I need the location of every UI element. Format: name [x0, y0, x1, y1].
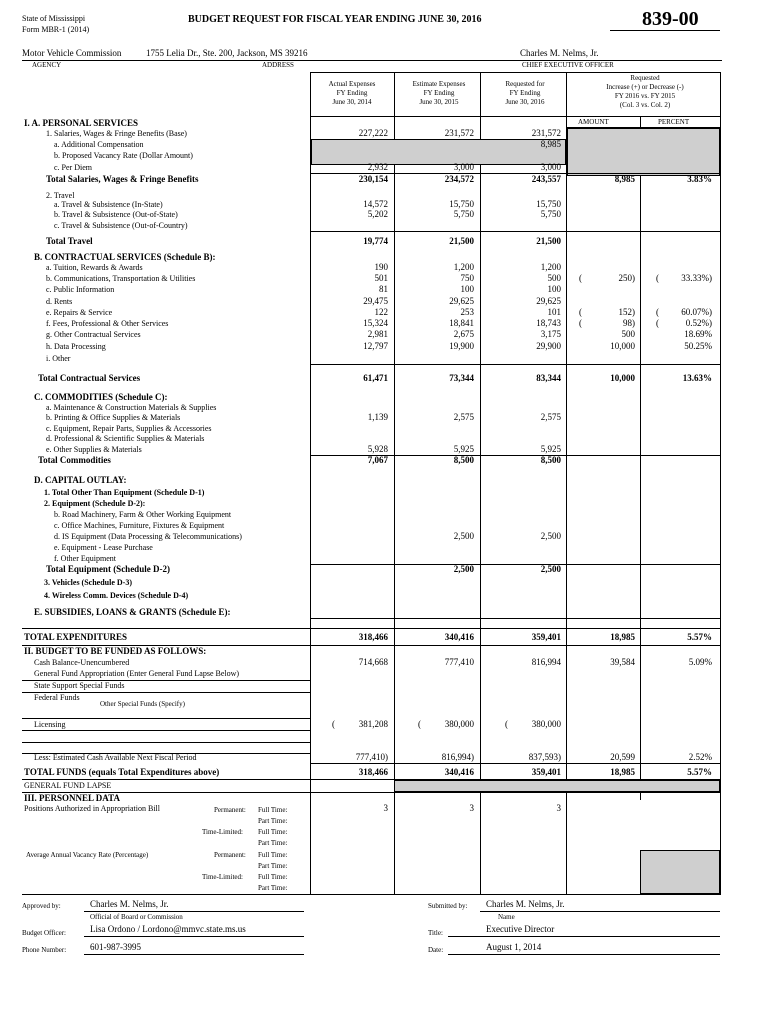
row-label: a. Travel & Subsistence (In-State): [54, 200, 163, 209]
cell-pct: 5.09%: [688, 657, 712, 667]
row-label: e. Equipment - Lease Purchase: [54, 543, 153, 552]
row-label: c. Equipment, Repair Parts, Supplies & Accessories: [46, 424, 212, 433]
cell-c1: 1,139: [367, 412, 388, 422]
row-label: Positions Authorized in Appropriation Bill: [24, 804, 160, 813]
cell-c2: 816,994): [441, 752, 474, 762]
cell-pct: 33.33%): [681, 273, 712, 283]
cell-c3: 5,925: [540, 444, 561, 454]
cell-c2: 2,575: [453, 412, 474, 422]
part-time-2: Part Time:: [258, 839, 288, 847]
cell-pct: 60.07%): [681, 307, 712, 317]
percent-header: PERCENT: [658, 118, 690, 126]
row-label: 1. Salaries, Wages & Fringe Benefits (Base): [46, 129, 187, 138]
table-row: [0, 719, 770, 730]
table-row: [0, 236, 770, 247]
table-row: [0, 498, 770, 509]
cell-c3: 101: [547, 307, 561, 317]
row-label: b. Communications, Transportation & Utilities: [46, 274, 196, 283]
full-time-1: Full Time:: [258, 806, 288, 814]
row-label: d. IS Equipment (Data Processing & Telecommunications): [54, 532, 242, 541]
cell-c3: 21,500: [536, 236, 561, 246]
cell-c3: 83,344: [536, 373, 561, 383]
table-row: [0, 373, 770, 384]
table-row: [0, 318, 770, 329]
cell-c3: 18,743: [536, 318, 561, 328]
row-label: Total Contractual Services: [38, 373, 141, 383]
state-label: State of Mississippi: [22, 14, 86, 23]
table-row: [0, 553, 770, 564]
full-time-2: Full Time:: [258, 828, 288, 836]
tl-label-1: Time-Limited:: [202, 828, 243, 836]
row-label: III. PERSONNEL DATA: [24, 793, 120, 803]
table-row: [0, 564, 770, 575]
table-row: [0, 139, 770, 150]
row-label: B. CONTRACTUAL SERVICES (Schedule B):: [34, 252, 216, 262]
vacancy-label: Average Annual Vacancy Rate (Percentage): [26, 851, 149, 859]
cell-c3: 380,000: [531, 719, 561, 729]
col3-header: Requested for FY Ending June 30, 2016: [505, 80, 545, 106]
form-code: 839-00: [642, 8, 699, 30]
other-special-label: Other Special Funds (Specify): [100, 700, 185, 708]
row-label: Total Travel: [46, 236, 93, 246]
table-row: [0, 475, 770, 486]
row-label: a. Maintenance & Construction Materials & Supplies: [46, 403, 217, 412]
cell-c1: 318,466: [358, 632, 388, 642]
row-label: b. Printing & Office Supplies & Materials: [46, 413, 181, 422]
row-label: TOTAL EXPENDITURES: [24, 632, 127, 642]
cell-amt: 250): [618, 273, 635, 283]
row-label: TOTAL FUNDS (equals Total Expenditures above): [24, 767, 220, 777]
col2-header: Estimate Expenses FY Ending June 30, 2015: [412, 80, 466, 106]
row-label: Total Salaries, Wages & Fringe Benefits: [46, 174, 199, 184]
cell-pct: 0.52%): [685, 318, 712, 328]
cell-amt: 8,985: [614, 174, 635, 184]
table-row: [0, 455, 770, 466]
cell-c2: 5,750: [453, 209, 474, 219]
cell-c1: 5,202: [367, 209, 388, 219]
cell-c1: 19,774: [363, 236, 388, 246]
cell-c3: 359,401: [531, 632, 561, 642]
cell-pct: 13.63%: [682, 373, 712, 383]
table-row: [0, 150, 770, 161]
table-row: [0, 509, 770, 520]
cell-amt: 39,584: [610, 657, 635, 667]
cell-c1: 81: [379, 284, 388, 294]
cell-c3: 100: [547, 284, 561, 294]
row-label: a. Additional Compensation: [54, 140, 144, 149]
title-value[interactable]: Executive Director: [486, 924, 555, 934]
row-label: C. COMMODITIES (Schedule C):: [34, 392, 168, 402]
perm-label-2: Permanent:: [214, 851, 246, 859]
cell-amt: 20,599: [610, 752, 635, 762]
cell-c3: 1,200: [540, 262, 561, 272]
row-label: e. Other Supplies & Materials: [46, 445, 142, 454]
cell-pct: 3.83%: [687, 174, 712, 184]
table-row: [0, 412, 770, 423]
row-label: E. SUBSIDIES, LOANS & GRANTS (Schedule E):: [34, 607, 231, 617]
date-label: Date:: [428, 946, 444, 954]
cell-pct: 50.25%: [684, 341, 712, 351]
cell-c3: 816,994: [531, 657, 561, 667]
table-row: [0, 444, 770, 455]
table-row: [0, 590, 770, 601]
cell-c2: 2,500: [453, 564, 474, 574]
cell-c2: 2,500: [453, 531, 474, 541]
cell-c3: 837,593): [528, 752, 561, 762]
page-title: BUDGET REQUEST FOR FISCAL YEAR ENDING JUNE 30, 2016: [188, 14, 482, 25]
table-row: [0, 803, 770, 814]
cell-amt: 10,000: [610, 373, 635, 383]
cell-c1: 61,471: [363, 373, 388, 383]
cell-amt: 152): [618, 307, 635, 317]
cell-c2: 340,416: [444, 767, 474, 777]
cell-c1: 2,932: [367, 162, 388, 172]
cell-c3: 243,557: [531, 174, 561, 184]
perm-label-1: Permanent:: [214, 806, 246, 814]
cell-c1: 381,208: [358, 719, 388, 729]
row-label: c. Travel & Subsistence (Out-of-Country): [54, 221, 188, 230]
table-row: [0, 353, 770, 364]
approved-name[interactable]: Charles M. Nelms, Jr.: [90, 899, 169, 909]
cell-c3: 29,625: [536, 296, 561, 306]
agency-name: Motor Vehicle Commission: [22, 48, 122, 58]
table-row: [0, 646, 770, 657]
cell-c2: 15,750: [449, 199, 474, 209]
cell-amt: 18,985: [610, 767, 635, 777]
table-row: [0, 329, 770, 340]
cell-c3: 2,575: [540, 412, 561, 422]
part-time-1: Part Time:: [258, 817, 288, 825]
cell-c2: 750: [460, 273, 474, 283]
table-row: [0, 520, 770, 531]
table-row: [0, 780, 770, 791]
table-row: [0, 487, 770, 498]
row-label: d. Professional & Scientific Supplies & Materials: [46, 434, 205, 443]
table-row: [0, 174, 770, 185]
table-row: [0, 273, 770, 284]
cell-c3: 8,985: [540, 139, 561, 149]
row-label: b. Travel & Subsistence (Out-of-State): [54, 210, 178, 219]
row-label: c. Per Diem: [54, 163, 92, 172]
row-label: a. Tuition, Rewards & Awards: [46, 263, 143, 272]
budget-officer[interactable]: Lisa Ordono / Lordono@mmvc.state.ms.us: [90, 924, 246, 934]
open-paren: (: [579, 273, 582, 283]
cell-c3: 3: [556, 803, 561, 813]
table-row: [0, 680, 770, 691]
open-paren: (: [505, 719, 508, 729]
cell-pct: 5.57%: [687, 632, 712, 642]
row-label: g. Other Contractual Services: [46, 330, 141, 339]
cell-c1: 5,928: [367, 444, 388, 454]
officer-label: CHIEF EXECUTIVE OFFICER: [522, 61, 614, 69]
table-row: [0, 220, 770, 231]
cell-c3: 231,572: [531, 128, 561, 138]
cell-c1: 2,981: [367, 329, 388, 339]
cell-c2: 234,572: [444, 174, 474, 184]
row-label: I. A. PERSONAL SERVICES: [24, 118, 138, 128]
chief-officer: Charles M. Nelms, Jr.: [520, 48, 599, 58]
row-label: c. Office Machines, Furniture, Fixtures & Equipment: [54, 521, 225, 530]
cell-c2: 5,925: [453, 444, 474, 454]
table-row: [0, 284, 770, 295]
cell-c2: 380,000: [444, 719, 474, 729]
row-label: State Support Special Funds: [34, 681, 125, 690]
form-label: Form MBR-1 (2014): [22, 25, 90, 34]
cell-c1: 15,324: [363, 318, 388, 328]
cell-c2: 29,625: [449, 296, 474, 306]
cell-c1: 714,668: [358, 657, 388, 667]
cell-c1: 318,466: [358, 767, 388, 777]
cell-c2: 253: [460, 307, 474, 317]
col4-header: Requested Increase (+) or Decrease (-) FY 2016 vs. FY 2015 (Col. 3 vs. Col. 2): [606, 74, 684, 109]
row-label: Total Equipment (Schedule D-2): [46, 564, 170, 574]
open-paren: (: [656, 273, 659, 283]
open-paren: (: [579, 318, 582, 328]
cell-c1: 227,222: [358, 128, 388, 138]
submitted-name[interactable]: Charles M. Nelms, Jr.: [486, 899, 565, 909]
agency-label: AGENCY: [32, 61, 62, 69]
part-time-3: Part Time:: [258, 862, 288, 870]
cell-c2: 1,200: [453, 262, 474, 272]
cell-c2: 3: [469, 803, 474, 813]
approved-sub: Official of Board or Commission: [90, 913, 183, 921]
cell-c3: 2,500: [540, 531, 561, 541]
row-label: 3. Vehicles (Schedule D-3): [44, 578, 132, 587]
cell-c1: 501: [374, 273, 388, 283]
table-row: [0, 542, 770, 553]
full-time-3: Full Time:: [258, 851, 288, 859]
table-row: [0, 632, 770, 643]
table-row: [0, 162, 770, 173]
date-value[interactable]: August 1, 2014: [486, 942, 542, 952]
table-row: [0, 433, 770, 444]
title-label: Title:: [428, 929, 443, 937]
address-label: ADDRESS: [262, 61, 294, 69]
approved-label: Approved by:: [22, 902, 61, 910]
cell-c2: 73,344: [449, 373, 474, 383]
row-label: II. BUDGET TO BE FUNDED AS FOLLOWS:: [24, 646, 207, 656]
row-label: b. Road Machinery, Farm & Other Working Equipment: [54, 510, 232, 519]
open-paren: (: [656, 307, 659, 317]
row-label: D. CAPITAL OUTLAY:: [34, 475, 127, 485]
cell-amt: 18,985: [610, 632, 635, 642]
cell-c2: 100: [460, 284, 474, 294]
row-label: d. Rents: [46, 297, 73, 306]
cell-c3: 8,500: [540, 455, 561, 465]
table-row: [0, 128, 770, 139]
cell-amt: 500: [621, 329, 635, 339]
cell-c3: 2,500: [540, 564, 561, 574]
cell-c3: 3,000: [540, 162, 561, 172]
tl-label-2: Time-Limited:: [202, 873, 243, 881]
row-label: e. Repairs & Service: [46, 308, 113, 317]
row-label: 2. Equipment (Schedule D-2):: [44, 499, 146, 508]
table-row: [0, 607, 770, 618]
table-row: [0, 767, 770, 778]
phone-label: Phone Number:: [22, 946, 67, 954]
cell-c1: 3: [383, 803, 388, 813]
cell-c2: 3,000: [453, 162, 474, 172]
row-label: b. Proposed Vacancy Rate (Dollar Amount): [54, 151, 193, 160]
table-row: [0, 668, 770, 679]
table-row: [0, 577, 770, 588]
cell-c1: 777,410): [355, 752, 388, 762]
cell-pct: 18.69%: [684, 329, 712, 339]
part-time-4: Part Time:: [258, 884, 288, 892]
row-label: Less: Estimated Cash Available Next Fiscal Period: [34, 753, 197, 762]
cell-pct: 5.57%: [687, 767, 712, 777]
table-row: [0, 262, 770, 273]
row-label: 1. Total Other Than Equipment (Schedule D-1): [44, 488, 205, 497]
agency-address: 1755 Lelia Dr., Ste. 200, Jackson, MS 39216: [146, 48, 308, 58]
table-row: [0, 657, 770, 668]
row-label: 4. Wireless Comm. Devices (Schedule D-4): [44, 591, 189, 600]
cell-c3: 5,750: [540, 209, 561, 219]
cell-c2: 2,675: [453, 329, 474, 339]
table-row: [0, 531, 770, 542]
open-paren: (: [656, 318, 659, 328]
open-paren: (: [332, 719, 335, 729]
open-paren: (: [579, 307, 582, 317]
cell-c2: 18,841: [449, 318, 474, 328]
cell-c3: 3,175: [540, 329, 561, 339]
budget-officer-label: Budget Officer:: [22, 929, 66, 937]
cell-pct: 2.52%: [688, 752, 712, 762]
cell-c1: 7,067: [367, 455, 388, 465]
table-row: [0, 296, 770, 307]
cell-c3: 359,401: [531, 767, 561, 777]
table-row: [0, 209, 770, 220]
cell-c3: 500: [547, 273, 561, 283]
cell-amt: 98): [623, 318, 635, 328]
cell-c1: 230,154: [358, 174, 388, 184]
row-label: f. Other Equipment: [54, 554, 116, 563]
cell-c3: 15,750: [536, 199, 561, 209]
cell-c2: 8,500: [453, 455, 474, 465]
cell-c2: 777,410: [444, 657, 474, 667]
row-label: Cash Balance-Unencumbered: [34, 658, 130, 667]
cell-c1: 122: [374, 307, 388, 317]
cell-c2: 231,572: [444, 128, 474, 138]
cell-amt: 10,000: [610, 341, 635, 351]
cell-c1: 12,797: [363, 341, 388, 351]
table-row: [0, 341, 770, 352]
row-label: h. Data Processing: [46, 342, 106, 351]
row-label: General Fund Appropriation (Enter General Fund Lapse Below): [34, 669, 240, 678]
full-time-4: Full Time:: [258, 873, 288, 881]
col1-header: Actual Expenses FY Ending June 30, 2014: [328, 80, 376, 106]
row-label: 2. Travel: [46, 191, 75, 200]
open-paren: (: [418, 719, 421, 729]
row-label: Total Commodities: [38, 455, 111, 465]
row-label: f. Fees, Professional & Other Services: [46, 319, 169, 328]
submitted-label: Submitted by:: [428, 902, 468, 910]
phone-number[interactable]: 601-987-3995: [90, 942, 141, 952]
cell-c2: 21,500: [449, 236, 474, 246]
cell-c3: 29,900: [536, 341, 561, 351]
name-sub: Name: [498, 913, 515, 921]
cell-c2: 19,900: [449, 341, 474, 351]
cell-c2: 340,416: [444, 632, 474, 642]
amount-header: AMOUNT: [578, 118, 609, 126]
table-row: [0, 307, 770, 318]
row-label: Federal Funds: [34, 693, 80, 702]
cell-c1: 14,572: [363, 199, 388, 209]
row-label: c. Public Information: [46, 285, 115, 294]
row-label: Licensing: [34, 720, 66, 729]
row-label: GENERAL FUND LAPSE: [24, 781, 112, 790]
cell-c1: 190: [374, 262, 388, 272]
cell-c1: 29,475: [363, 296, 388, 306]
row-label: i. Other: [46, 354, 71, 363]
